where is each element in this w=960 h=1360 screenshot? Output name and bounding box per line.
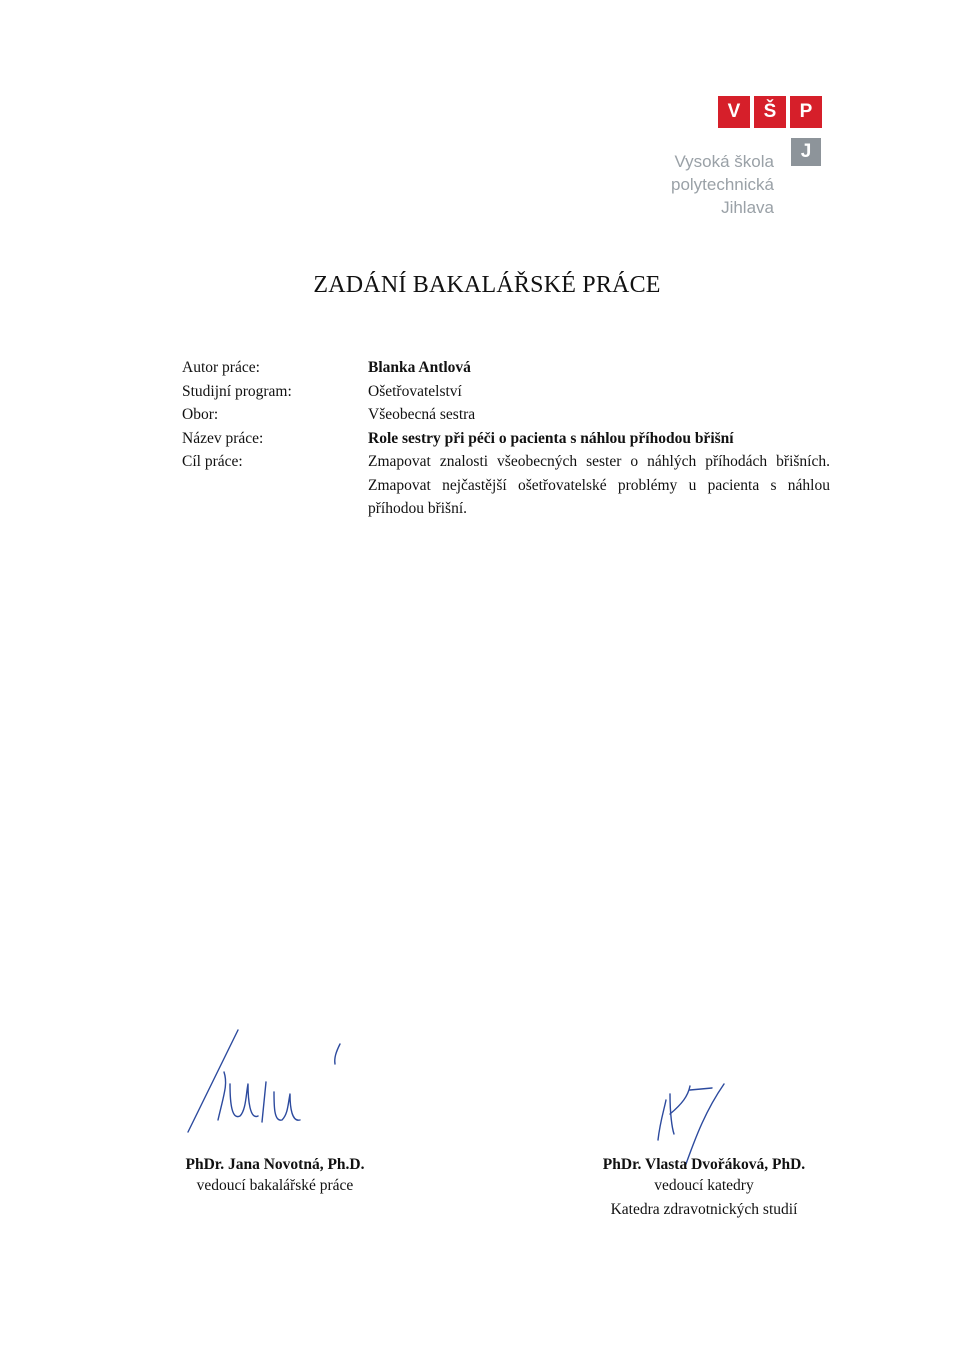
head-department: Katedra zdravotnických studií [610,1200,798,1218]
document-title: ZADÁNÍ BAKALÁŘSKÉ PRÁCE [313,272,661,298]
logo-line-3: Jihlava [721,198,774,217]
program-label: Studijní program: [182,382,292,400]
supervisor-block [162,1156,388,1198]
thesis-title-label: Název práce: [182,429,264,447]
info-row-author [182,356,842,380]
logo-letter-v: V [718,96,750,128]
info-row-thesis-title [182,427,842,451]
head-name: PhDr. Vlasta Dvořáková, PhD. [602,1156,806,1173]
logo-letter-j: J [791,138,821,166]
info-row-goal [182,450,842,521]
thesis-title-value: Role sestry při péči o pacienta s náhlou příhodou břišní [368,429,734,447]
author-label: Autor práce: [182,359,260,376]
program-value: Ošetřovatelství [368,382,462,400]
supervisor-role: vedoucí bakalářské práce [196,1177,354,1194]
thesis-info [182,356,842,521]
logo-line-1: Vysoká škola [674,152,774,171]
supervisor-signature [180,1024,360,1144]
head-block [580,1156,828,1221]
field-label: Obor: [182,406,219,423]
field-value: Všeobecná sestra [368,406,476,423]
info-row-field [182,403,842,427]
logo-text [671,150,774,219]
school-logo [660,94,830,224]
goal-label: Cíl práce: [182,453,243,470]
head-role: vedoucí katedry [654,1177,754,1194]
goal-value: Zmapovat znalosti všeobecných sester o náhlých příhodách břišních. Zmapovat nejčastější ošetřovatelské problémy u pacienta s náhlou příhodou břišní. [368,453,830,517]
logo-letter-p: P [790,96,822,128]
logo-letter-s: Š [754,96,786,128]
logo-line-2: polytechnická [670,175,774,194]
author-value: Blanka Antlová [368,359,471,376]
info-row-program [182,380,842,404]
supervisor-name: PhDr. Jana Novotná, Ph.D. [185,1156,365,1173]
